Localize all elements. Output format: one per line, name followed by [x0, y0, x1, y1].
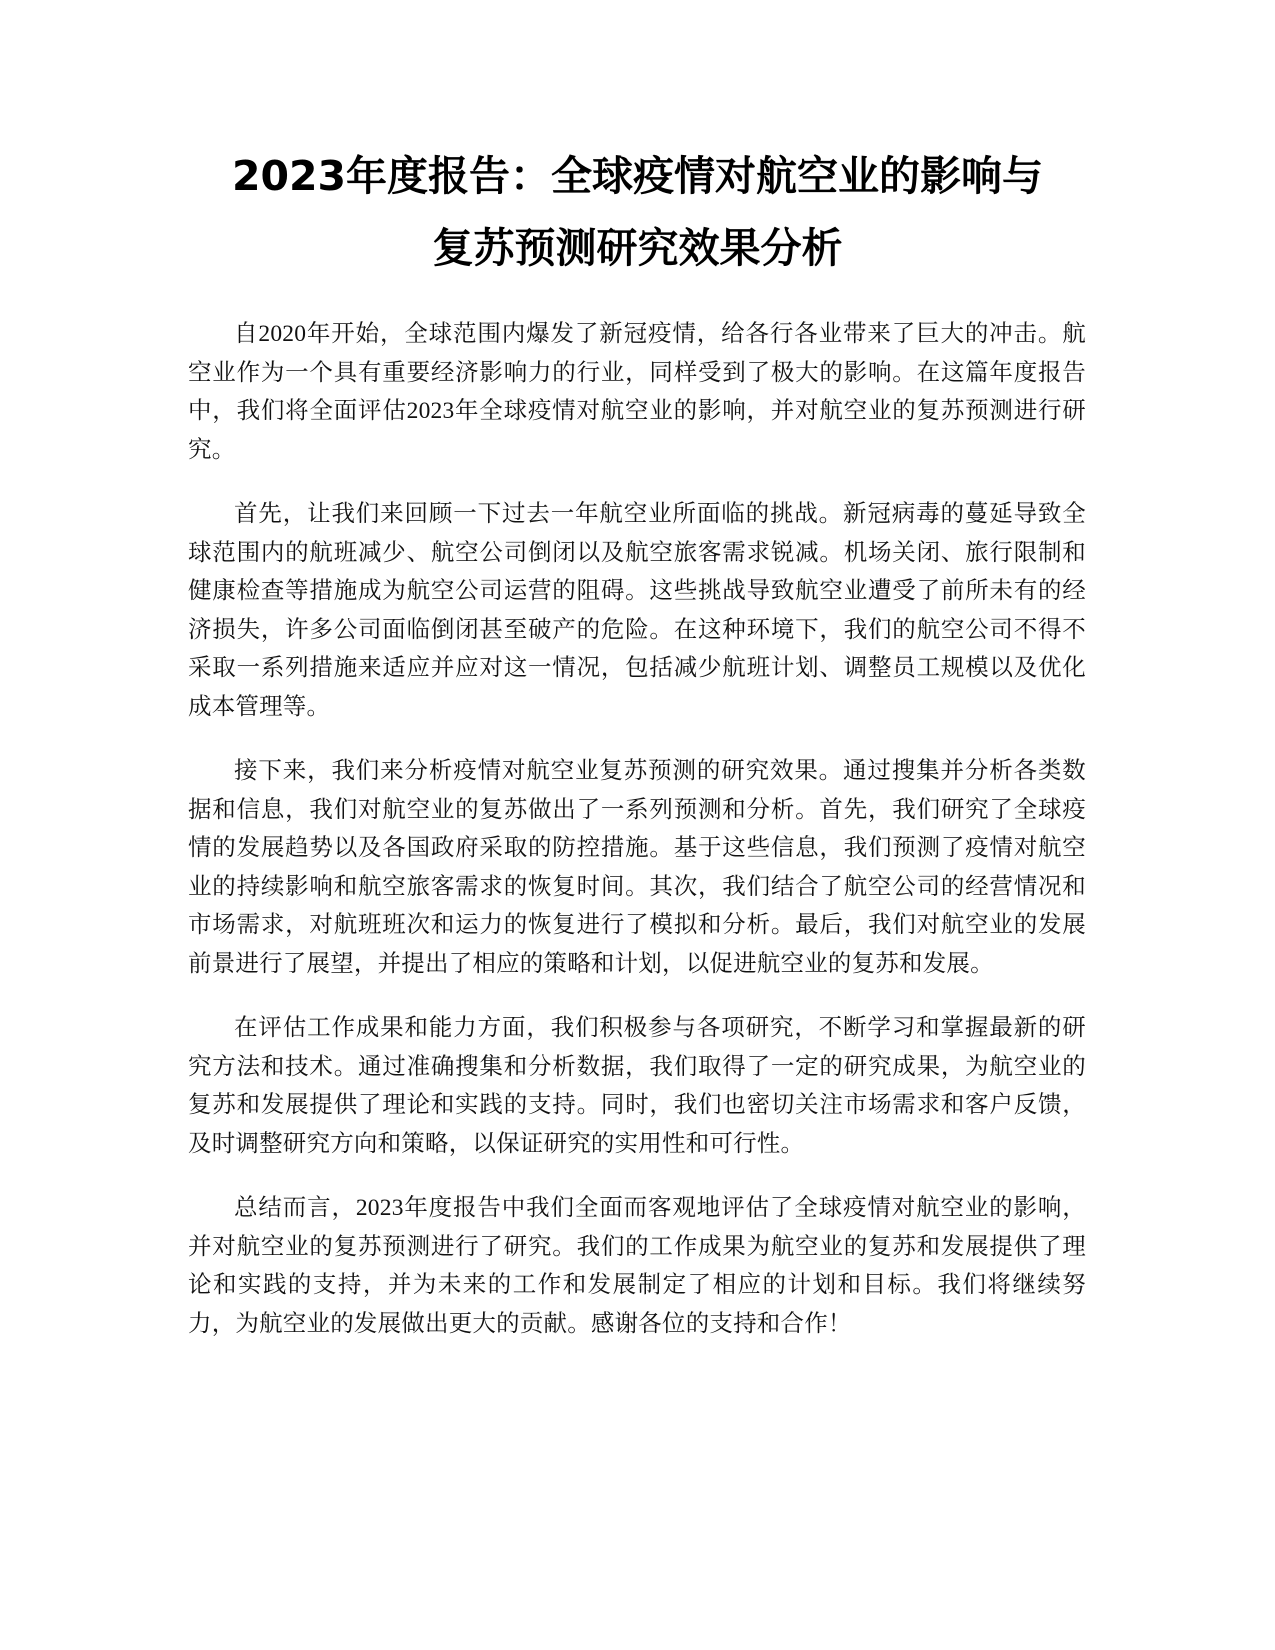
- paragraph-evaluation: 在评估工作成果和能力方面，我们积极参与各项研究，不断学习和掌握最新的研究方法和技术。通过准确搜集和分析数据，我们取得了一定的研究成果，为航空业的复苏和发展提供了理论和实践的支持。同时，我们也密切关注市场需求和客户反馈，及时调整研究方向和策略，以保证研究的实用性和可行性。: [188, 1015, 1086, 1157]
- document-body: [188, 315, 1086, 1369]
- document-title: [150, 140, 1125, 284]
- paragraph-challenges: 首先，让我们来回顾一下过去一年航空业所面临的挑战。新冠病毒的蔓延导致全球范围内的航班减少、航空公司倒闭以及航空旅客需求锐减。机场关闭、旅行限制和健康检查等措施成为航空公司运营的阻碍。这些挑战导致航空业遭受了前所未有的经济损失，许多公司面临倒闭甚至破产的危险。在这种环境下，我们的航空公司不得不采取一系列措施来适应并应对这一情况，包括减少航班计划、调整员工规模以及优化成本管理等。: [188, 501, 1086, 720]
- paragraph-intro: 自2020年开始，全球范围内爆发了新冠疫情，给各行各业带来了巨大的冲击。航空业作为一个具有重要经济影响力的行业，同样受到了极大的影响。在这篇年度报告中，我们将全面评估2023年全球疫情对航空业的影响，并对航空业的复苏预测进行研究。: [188, 321, 1086, 463]
- title-line-2: 复苏预测研究效果分析: [432, 224, 843, 272]
- title-line-1: 2023年度报告：全球疫情对航空业的影响与: [231, 152, 1044, 200]
- paragraph-conclusion: 总结而言，2023年度报告中我们全面而客观地评估了全球疫情对航空业的影响，并对航空业的复苏预测进行了研究。我们的工作成果为航空业的复苏和发展提供了理论和实践的支持，并为未来的工作和发展制定了相应的计划和目标。我们将继续努力，为航空业的发展做出更大的贡献。感谢各位的支持和合作！: [188, 1195, 1086, 1337]
- paragraph-recovery-analysis: 接下来，我们来分析疫情对航空业复苏预测的研究效果。通过搜集并分析各类数据和信息，我们对航空业的复苏做出了一系列预测和分析。首先，我们研究了全球疫情的发展趋势以及各国政府采取的防控措施。基于这些信息，我们预测了疫情对航空业的持续影响和航空旅客需求的恢复时间。其次，我们结合了航空公司的经营情况和市场需求，对航班班次和运力的恢复进行了模拟和分析。最后，我们对航空业的发展前景进行了展望，并提出了相应的策略和计划，以促进航空业的复苏和发展。: [188, 758, 1086, 977]
